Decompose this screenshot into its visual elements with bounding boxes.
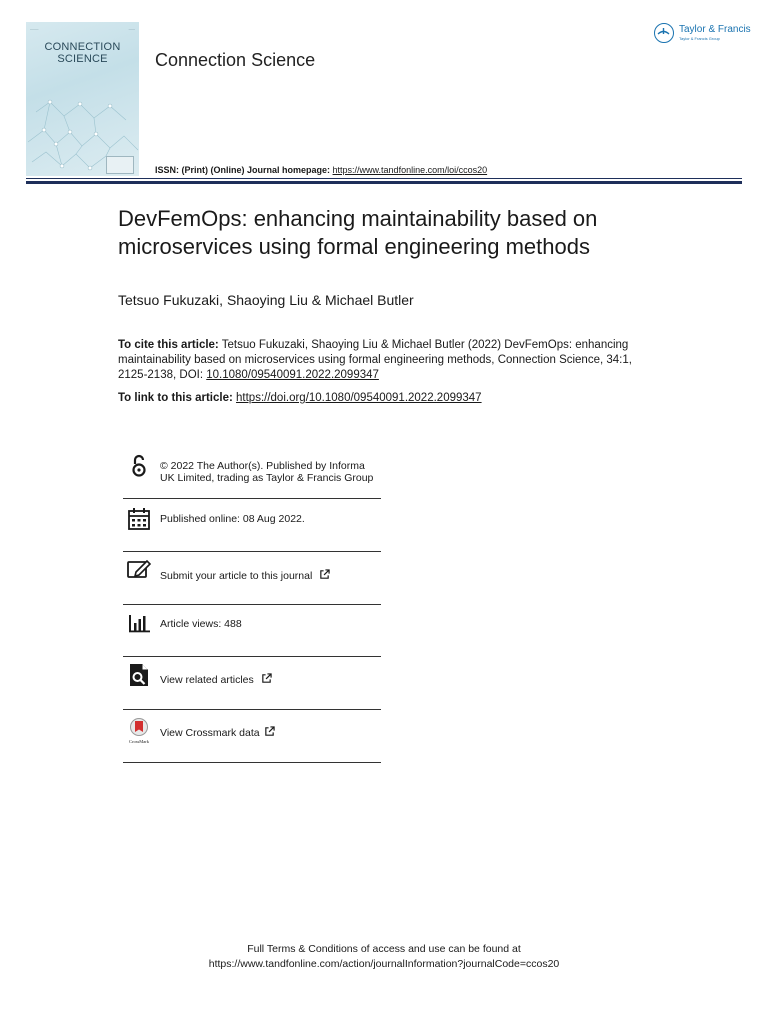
cover-top-details: ──── ─── bbox=[30, 27, 135, 31]
external-link-icon bbox=[319, 569, 330, 580]
crossmark-link[interactable] bbox=[160, 726, 275, 739]
calendar-icon bbox=[127, 507, 151, 531]
cite-doi-link[interactable]: 10.1080/09540091.2022.2099347 bbox=[206, 369, 379, 381]
article-link-block bbox=[118, 392, 482, 404]
taylor-francis-logo[interactable] bbox=[654, 22, 751, 46]
issn-label: ISSN: (Print) (Online) Journal homepage: bbox=[155, 165, 331, 175]
journal-homepage-link[interactable]: https://www.tandfonline.com/loi/ccos20 bbox=[332, 165, 488, 175]
article-doi-link[interactable]: https://doi.org/10.1080/09540091.2022.2099347 bbox=[236, 392, 482, 404]
external-link-icon bbox=[264, 726, 275, 737]
article-title: DevFemOps: enhancing maintainability based on microservices using formal engineering methods bbox=[118, 206, 598, 259]
cover-title bbox=[26, 41, 139, 65]
related-articles-label: View related articles bbox=[160, 674, 254, 686]
related-articles-row[interactable] bbox=[123, 657, 381, 710]
related-articles-link[interactable] bbox=[160, 673, 272, 686]
header-divider-thick bbox=[26, 181, 742, 184]
citation-block bbox=[118, 338, 638, 383]
taylor-francis-logo-subtext: Taylor & Francis Group bbox=[679, 36, 720, 41]
license-row bbox=[123, 450, 381, 499]
article-views-text: Article views: 488 bbox=[160, 618, 242, 630]
bar-chart-icon bbox=[127, 611, 151, 635]
cover-publisher-logo-icon bbox=[106, 156, 134, 174]
taylor-francis-circle-icon bbox=[654, 23, 674, 43]
header-divider-thin bbox=[26, 178, 742, 179]
link-label: To link to this article: bbox=[118, 392, 233, 404]
cover-title-line2: SCIENCE bbox=[57, 53, 108, 65]
document-search-icon bbox=[127, 663, 151, 687]
cite-text: Tetsuo Fukuzaki, Shaoying Liu & Michael Butler (2022) DevFemOps: enhancing maintainability based on microservices using formal engineering methods, Connection Science, 34:1, 2125-2138, DOI: bbox=[118, 339, 632, 381]
cover-title-line1: CONNECTION bbox=[44, 41, 121, 53]
footer-terms-url[interactable]: https://www.tandfonline.com/action/journalInformation?journalCode=ccos20 bbox=[208, 958, 560, 970]
published-row bbox=[123, 499, 381, 552]
cite-label: To cite this article: bbox=[118, 339, 219, 351]
article-authors: Tetsuo Fukuzaki, Shaoying Liu & Michael Butler bbox=[118, 292, 414, 308]
journal-cover-image bbox=[26, 22, 139, 176]
footer bbox=[0, 942, 768, 972]
edit-document-icon bbox=[127, 558, 151, 582]
submit-article-row[interactable] bbox=[123, 552, 381, 605]
crossmark-logo-text: CrossMark bbox=[129, 739, 149, 744]
taylor-francis-logo-text: Taylor & Francis bbox=[679, 24, 751, 35]
submit-article-label: Submit your article to this journal bbox=[160, 570, 313, 582]
footer-terms-text: Full Terms & Conditions of access and use can be found at bbox=[247, 943, 521, 955]
issn-line bbox=[155, 165, 487, 175]
open-access-icon bbox=[127, 454, 151, 478]
crossmark-label: View Crossmark data bbox=[160, 727, 260, 739]
submit-article-link[interactable] bbox=[160, 569, 330, 582]
journal-name: Connection Science bbox=[155, 50, 316, 70]
article-views-row bbox=[123, 605, 381, 657]
crossmark-row[interactable] bbox=[123, 710, 381, 763]
crossmark-icon bbox=[127, 717, 151, 741]
external-link-icon bbox=[261, 673, 272, 684]
published-date-text: Published online: 08 Aug 2022. bbox=[160, 513, 305, 525]
license-text: © 2022 The Author(s). Published by Informa UK Limited, trading as Taylor & Francis Group bbox=[160, 460, 374, 484]
